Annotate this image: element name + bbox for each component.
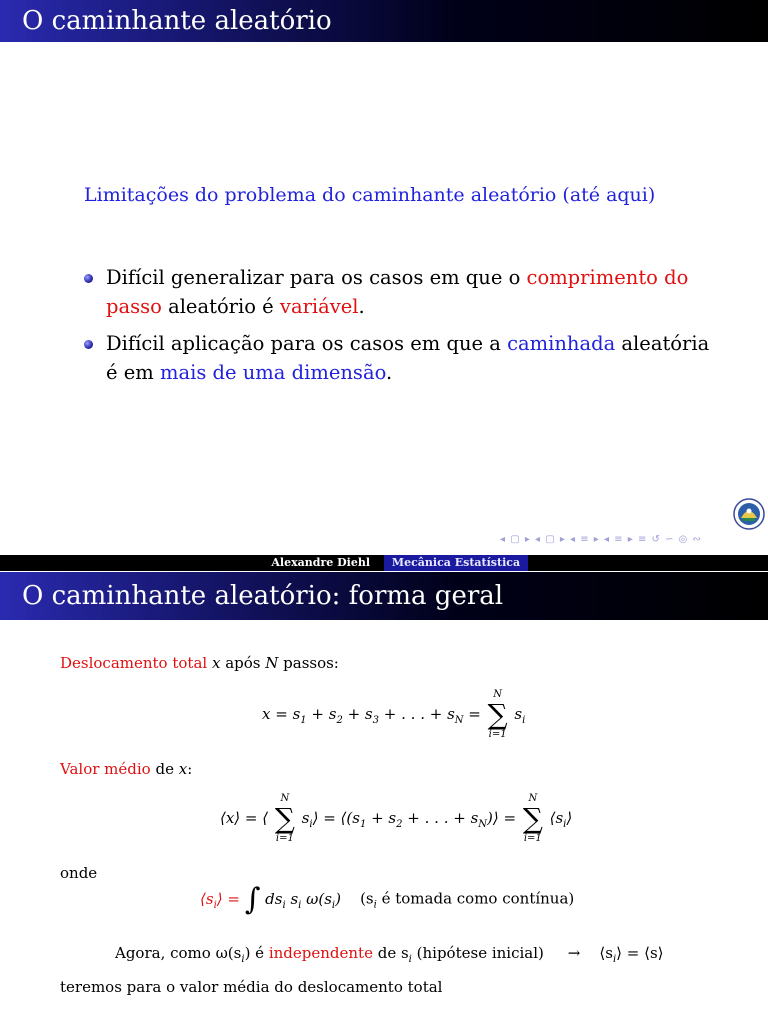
highlight-text: mais de uma dimensão bbox=[159, 361, 386, 384]
bullet-dot-icon bbox=[84, 274, 93, 283]
equation-integral: $⟨s_i⟩$ = ∫ $ds_i$ $s_i$ $\omega(s_i)$ ($s_i$ é tomada como contínua) bbox=[200, 882, 575, 917]
summation-symbol: N ∑ i=1 bbox=[487, 689, 508, 740]
beamer-navigation[interactable]: ◂ ▢ ▸ ◂ ▢ ▸ ◂ ≡ ▸ ◂ ≡ ▸ ≡ ↺ ∽ ◎ ∾ bbox=[500, 534, 702, 545]
university-seal-icon bbox=[733, 498, 765, 530]
text-line-agora: Agora, como $\omega(s_i)$ é independente de $s_i$ (hipótese inicial) → $⟨s_i⟩$ = ⟨s⟩ bbox=[115, 944, 664, 965]
bullet-dot-icon bbox=[84, 340, 93, 349]
text-line-teremos: teremos para o valor média do deslocamento total bbox=[60, 978, 443, 996]
slide-footer bbox=[0, 555, 768, 571]
bullet-list bbox=[84, 263, 724, 395]
slide-2-title: O caminhante aleatório: forma geral bbox=[0, 572, 768, 620]
highlight-text: variável bbox=[279, 295, 359, 318]
integral-symbol: ∫ bbox=[244, 882, 261, 917]
block-title: Limitações do problema do caminhante aleatório (até aqui) bbox=[84, 184, 656, 206]
highlight-text: comprimento do passo bbox=[106, 266, 689, 318]
text-line-deslocamento: Deslocamento total x após N passos: bbox=[60, 654, 339, 672]
footer-author: Alexandre Diehl bbox=[271, 556, 370, 569]
slide-2 bbox=[0, 572, 768, 1024]
text-line-valor-medio: Valor médio de x: bbox=[60, 760, 193, 778]
equation-mean: ⟨x⟩ = ⟨ N ∑ i=1 $s_i⟩$ = $⟨(s_1 + s_2$ + . . . + $s_N)⟩$ = N ∑ i=1 $⟨s_i⟩$ bbox=[220, 793, 573, 844]
summation-symbol: N ∑ i=1 bbox=[274, 793, 295, 844]
bullet-item-1: Difícil generalizar para os casos em que o comprimento do passo aleatório é variável. bbox=[84, 263, 724, 321]
highlight-text: caminhada bbox=[507, 332, 616, 355]
summation-symbol: N ∑ i=1 bbox=[522, 793, 543, 844]
footer-course: Mecânica Estatística bbox=[384, 555, 528, 571]
equation-sum: $x = s_1 + s_2 + s_3$ + . . . + $s_N$ = N ∑ i=1 $s_i$ bbox=[262, 689, 526, 740]
text-onde: onde bbox=[60, 864, 98, 882]
bullet-item-2: Difícil aplicação para os casos em que a caminhada aleatória é em mais de uma dimensão. bbox=[84, 329, 724, 387]
slide-1-title: O caminhante aleatório bbox=[0, 0, 768, 42]
